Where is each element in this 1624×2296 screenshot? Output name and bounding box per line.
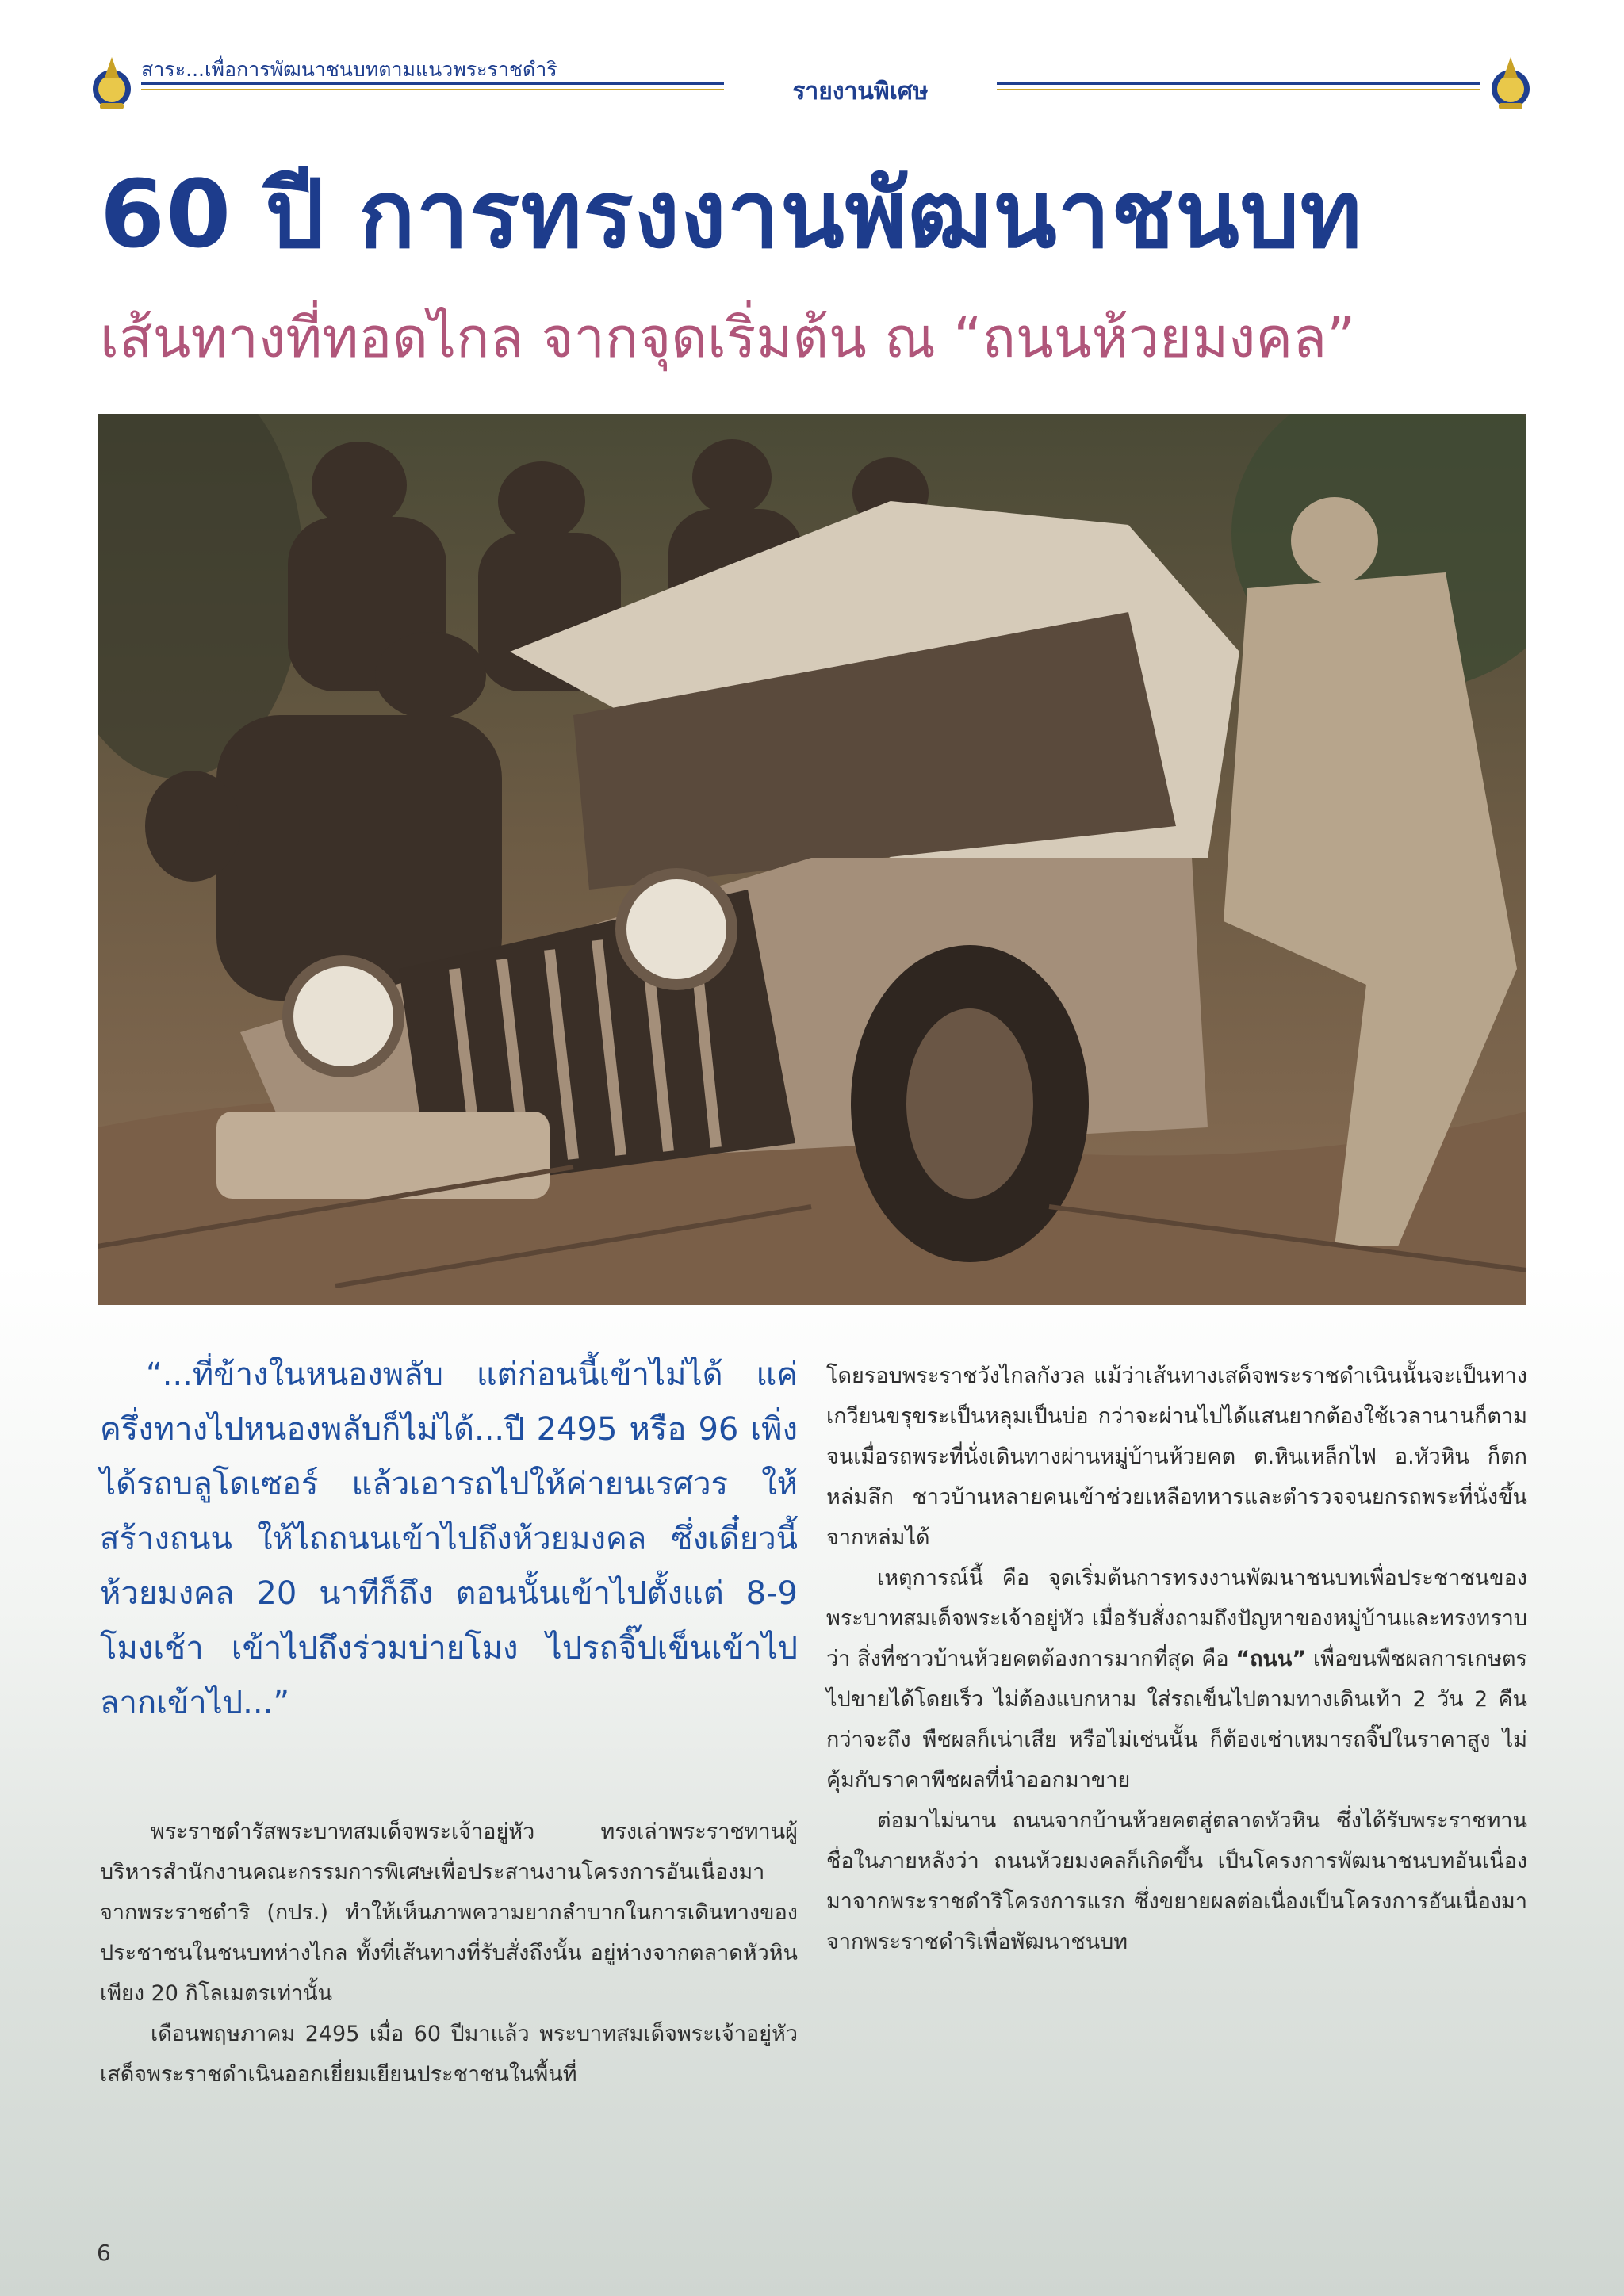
right-column <box>826 1356 1527 1962</box>
header-rule-right <box>997 82 1480 85</box>
paragraph: เดือนพฤษภาคม 2495 เมื่อ 60 ปีมาแล้ว พระบาทสมเด็จพระเจ้าอยู่หัว เสด็จพระราชดำเนินออกเยี่ยมเยียนประชาชนในพื้นที่ <box>100 2022 798 2087</box>
page-header <box>89 48 1534 119</box>
paragraph-text: เพื่อขนพืชผลการเกษตรไปขายได้โดยเร็ว ไม่ต้องแบกหาม ใส่รถเข็นไปตามทางเดินเท้า 2 วัน 2 คืน กว่าจะถึง พืชผลก็เน่าเสีย หรือไม่เช่นนั้น ก็ต้องเช่าเหมารถจิ๊ปในราคาสูง ไม่คุ้มกับราคาพืชผลที่นำออกมาขาย <box>826 1647 1527 1793</box>
article-title: 60 ปี การทรงงานพัฒนาชนบท <box>100 159 1363 269</box>
paragraph-text: เหตุการณ์นี้ คือ จุดเริ่มต้นการทรงงานพัฒนาชนบทเพื่อประชาชนของพระบาทสมเด็จพระเจ้าอยู่หัว เมื่อรับสั่งถามถึงปัญหาของหมู่บ้านและทรงทราบว่า สิ่งที่ชาวบ้านห้วยคตต้องการมากที่สุด คือ <box>826 1566 1527 1671</box>
royal-emblem-icon <box>1488 54 1534 111</box>
header-rule-left <box>141 82 724 85</box>
royal-quote: “...ที่ข้างในหนองพลับ แต่ก่อนนี้เข้าไม่ได้ แค่ครึ่งทางไปหนองพลับก็ไม่ได้...ปี 2495 หรือ 96 เพิ่งได้รถบลูโดเซอร์ แล้วเอารถไปให้ค่ายนเรศวร ให้สร้างถนน ให้ไถถนนเข้าไปถึงห้วยมงคล ซึ่งเดี๋ยวนี้ ห้วยมงคล 20 นาทีก็ถึง ตอนนั้นเข้าไปตั้งแต่ 8-9 โมงเช้า เข้าไปถึงร่วมบ่ายโมง ไปรถจิ๊ปเข็นเข้าไป ลากเข้าไป...” <box>100 1357 798 1721</box>
jeep-stuck-in-mud-photo <box>98 414 1526 1305</box>
header-rule-left-gold <box>141 89 724 90</box>
paragraph <box>826 1558 1527 1800</box>
header-rule-right-gold <box>997 89 1480 90</box>
paragraph: ต่อมาไม่นาน ถนนจากบ้านห้วยคตสู่ตลาดหัวหิน ซึ่งได้รับพระราชทานชื่อในภายหลังว่า ถนนห้วยมงคลก็เกิดขึ้น เป็นโครงการพัฒนาชนบทอันเนื่องมาจากพระราชดำริโครงการแรก ซึ่งขยายผลต่อเนื่องเป็นโครงการอันเนื่องมาจากพระราชดำริเพื่อพัฒนาชนบท <box>826 1808 1527 1954</box>
royal-emblem-icon <box>89 54 135 111</box>
emphasis-road: “ถนน” <box>1235 1647 1307 1671</box>
article-subtitle: เส้นทางที่ทอดไกล จากจุดเริ่มต้น ณ “ถนนห้วยมงคล” <box>100 305 1356 370</box>
magazine-tagline: สาระ...เพื่อการพัฒนาชนบทตามแนวพระราชดำริ <box>141 58 557 81</box>
left-column <box>100 1812 798 2095</box>
page-number: 6 <box>97 2240 111 2266</box>
section-label: รายงานพิเศษ <box>792 78 929 105</box>
paragraph: พระราชดำรัสพระบาทสมเด็จพระเจ้าอยู่หัว ทรงเล่าพระราชทานผู้บริหารสำนักงานคณะกรรมการพิเศษเพื่อประสานงานโครงการอันเนื่องมาจากพระราชดำริ (กปร.) ทำให้เห็นภาพความยากลำบากในการเดินทางของประชาชนในชนบทห่างไกล ทั้งที่เส้นทางที่รับสั่งถึงนั้น อยู่ห่างจากตลาดหัวหินเพียง 20 กิโลเมตรเท่านั้น <box>100 1820 798 2006</box>
paragraph: โดยรอบพระราชวังไกลกังวล แม้ว่าเส้นทางเสด็จพระราชดำเนินนั้นจะเป็นทางเกวียนขรุขระเป็นหลุมเป็นบ่อ กว่าจะผ่านไปได้แสนยากต้องใช้เวลานานก็ตาม จนเมื่อรถพระที่นั่งเดินทางผ่านหมู่บ้านห้วยคต ต.หินเหล็กไฟ อ.หัวหิน ก็ตกหล่มลึก ชาวบ้านหลายคนเข้าช่วยเหลือทหารและตำรวจจนยกรถพระที่นั่งขึ้นจากหล่มได้ <box>826 1364 1527 1550</box>
